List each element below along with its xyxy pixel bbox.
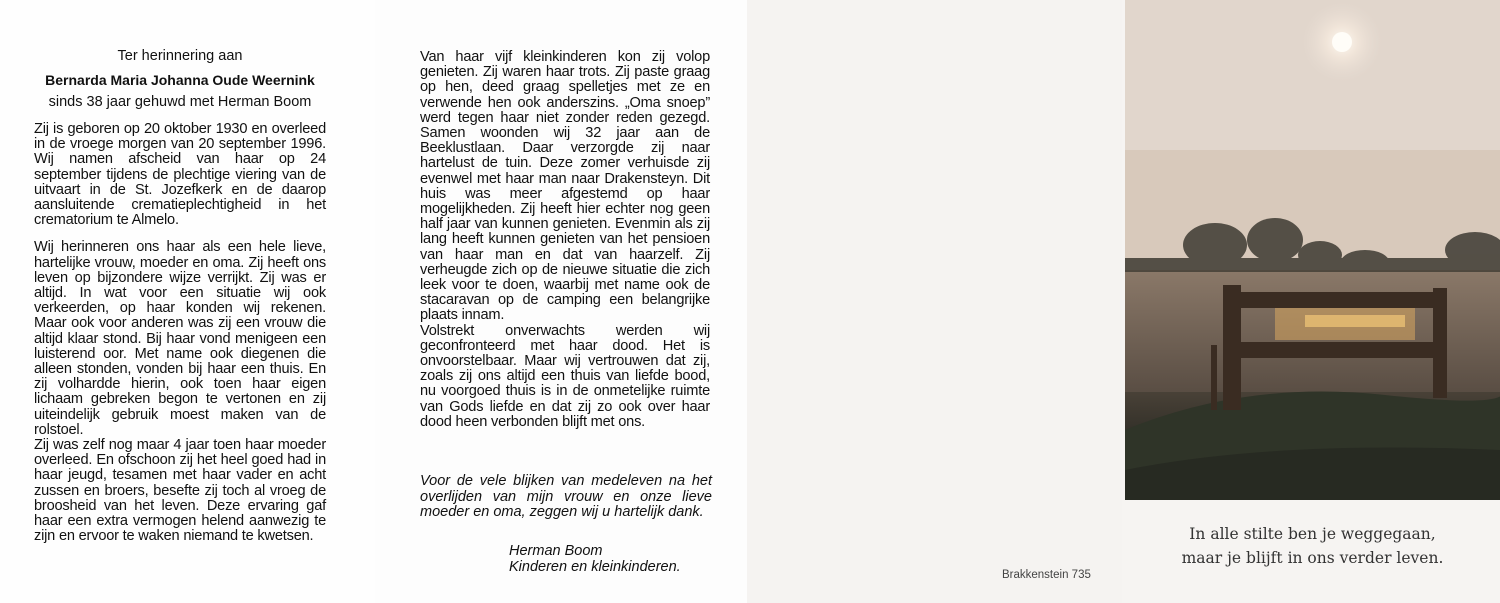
deceased-name: Bernarda Maria Johanna Oude Weernink bbox=[45, 72, 315, 88]
signature bbox=[509, 543, 681, 575]
landscape-photo bbox=[1125, 0, 1500, 500]
memorial-quote bbox=[1125, 522, 1500, 570]
paragraph-youth: Zij was zelf nog maar 4 jaar toen haar moeder overleed. En ofschoon zij het heel goed had in haar jeugd, tesamen met haar vader en acht zussen en broers, besefte zij toch al vroeg de broosheid van het leven. Deze ervaring gaf haar een extra vermogen helend aanwezig te zijn en ervoor te waken niemand te kwetsen. bbox=[34, 437, 326, 545]
signature-family: Kinderen en kleinkinderen. bbox=[509, 559, 681, 575]
paragraph-death: Volstrekt onverwachts werden wij geconfronteerd met haar dood. Het is onvoorstelbaar. Maar wij vertrouwen dat zij, zoals zij ons altijd een thuis van liefde bood, nu voorgoed thuis is in de onmetelijke ruimte van Gods liefde en dat zij zo ook over haar dood heen verbonden blijft met ons. bbox=[420, 322, 710, 430]
publisher-mark: Brakkenstein 735 bbox=[1002, 569, 1091, 581]
paragraph-birth-death: Zij is geboren op 20 oktober 1930 en overleed in de vroege morgen van 20 september 1996. Wij namen afscheid van haar op 24 september tijdens de plechtige viering van de uitvaart in de St. Jozefkerk en de daarop aansluitende crematieplechtigheid in het crematorium te Almelo. bbox=[34, 121, 326, 229]
marriage-line: sinds 38 jaar gehuwd met Herman Boom bbox=[48, 94, 312, 110]
quote-line-1: In alle stilte ben je weggegaan, bbox=[1189, 525, 1436, 543]
signature-name: Herman Boom bbox=[509, 543, 603, 559]
quote-line-2: maar je blijft in ons verder leven. bbox=[1181, 549, 1444, 567]
left-column-text bbox=[34, 122, 326, 544]
paragraph-grandchildren: Van haar vijf kleinkinderen kon zij volop genieten. Zij waren haar trots. Zij paste graag op hen, deed graag spelletjes met ze en verwende hen ook anderszins. „Oma snoep” werd tegen haar niet zonder reden gezegd. Samen woonden wij 32 jaar aan de Beeklustlaan. Daar verzorgde zij naar hartelust de tuin. Deze zomer verhuisde zij evenwel met haar man naar Drakensteyn. Dit huis was meer afgestemd op haar mogelijkheden. Zij heeft hier echter nog geen half jaar van kunnen genieten. Evenmin als zij lang heeft kunnen genieten van het pensioen van haar man en dat van haarzelf. Zij verheugde zich op de nieuwe situatie die zich leek voor te doen, waarbij met name ook de stacaravan op de camping een belangrijke plaats innam. bbox=[420, 49, 710, 324]
thanks-note: Voor de vele blijken van medeleven na het overlijden van mijn vrouw en onze lieve moeder en oma, zeggen wij u hartelijk dank. bbox=[420, 473, 712, 520]
middle-column-text bbox=[420, 50, 710, 430]
blank-back-page bbox=[747, 0, 1122, 603]
paragraph-memories: Wij herinneren ons haar als een hele lieve, hartelijke vrouw, moeder en oma. Zij heeft ons leven op bijzondere wijze verrijkt. Zij was er altijd. In wat voor een situatie wij ook verkeerden, op haar konden wij rekenen. Maar ook voor anderen was zij een vrouw die altijd klaar stond. Bij haar vond menigeen een luisterend oor. Met name ook diegenen die alleen stonden, vonden bij haar een thuis. En zij volhardde hierin, ook toen haar eigen lichaam gebreken begon te vertonen en zij uiteindelijk gebruik moest maken van de rolstoel. bbox=[34, 239, 326, 438]
sunset-landscape-image bbox=[1125, 0, 1500, 500]
intro-heading: Ter herinnering aan bbox=[117, 48, 243, 64]
